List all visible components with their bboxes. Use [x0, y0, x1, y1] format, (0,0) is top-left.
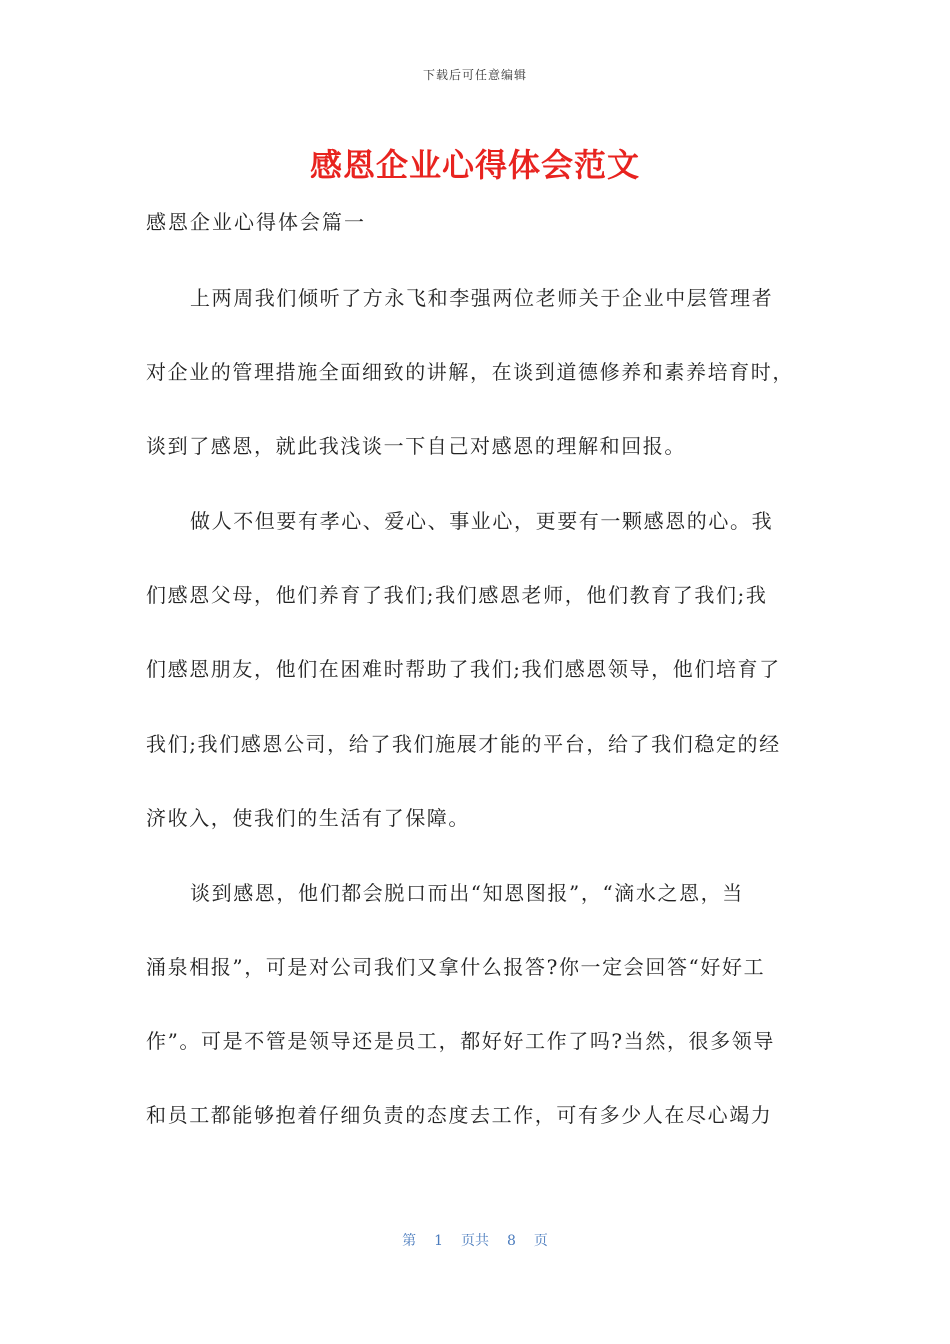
document-title: 感恩企业心得体会范文 [309, 146, 640, 184]
body-line: 对企业的管理措施全面细致的讲解，在谈到道德修养和素养培育时， [146, 360, 794, 384]
page-footer [0, 1230, 950, 1250]
body-line: 上两周我们倾听了方永飞和李强两位老师关于企业中层管理者 [190, 286, 774, 310]
body-line: 们感恩父母，他们养育了我们;我们感恩老师，他们教育了我们;我 [146, 583, 768, 607]
footer-prefix: 第 [402, 1233, 417, 1249]
body-line: 济收入，使我们的生活有了保障。 [146, 806, 470, 830]
header-note: 下载后可任意编辑 [422, 68, 527, 82]
footer-current-page: 1 [434, 1233, 443, 1249]
body-line: 涌泉相报”，可是对公司我们又拿什么报答?你一定会回答“好好工 [146, 955, 766, 979]
body-line: 作”。可是不管是领导还是员工，都好好工作了吗?当然，很多领导 [146, 1029, 775, 1053]
footer-total-pages: 8 [507, 1233, 516, 1249]
body-line: 谈到了感恩，就此我浅谈一下自己对感恩的理解和回报。 [146, 434, 686, 458]
body-line: 我们;我们感恩公司，给了我们施展才能的平台，给了我们稳定的经 [146, 732, 781, 756]
footer-suffix: 页 [533, 1233, 548, 1249]
body-line: 做人不但要有孝心、爱心、事业心，更要有一颗感恩的心。我 [190, 509, 774, 533]
body-line: 谈到感恩，他们都会脱口而出“知恩图报”，“滴水之恩，当 [190, 881, 744, 905]
footer-middle: 页共 [461, 1233, 489, 1249]
body-line: 们感恩朋友，他们在困难时帮助了我们;我们感恩领导，他们培育了 [146, 657, 781, 681]
body-line: 和员工都能够抱着仔细负责的态度去工作，可有多少人在尽心竭力 [146, 1103, 773, 1127]
section-heading: 感恩企业心得体会篇一 [146, 210, 366, 234]
